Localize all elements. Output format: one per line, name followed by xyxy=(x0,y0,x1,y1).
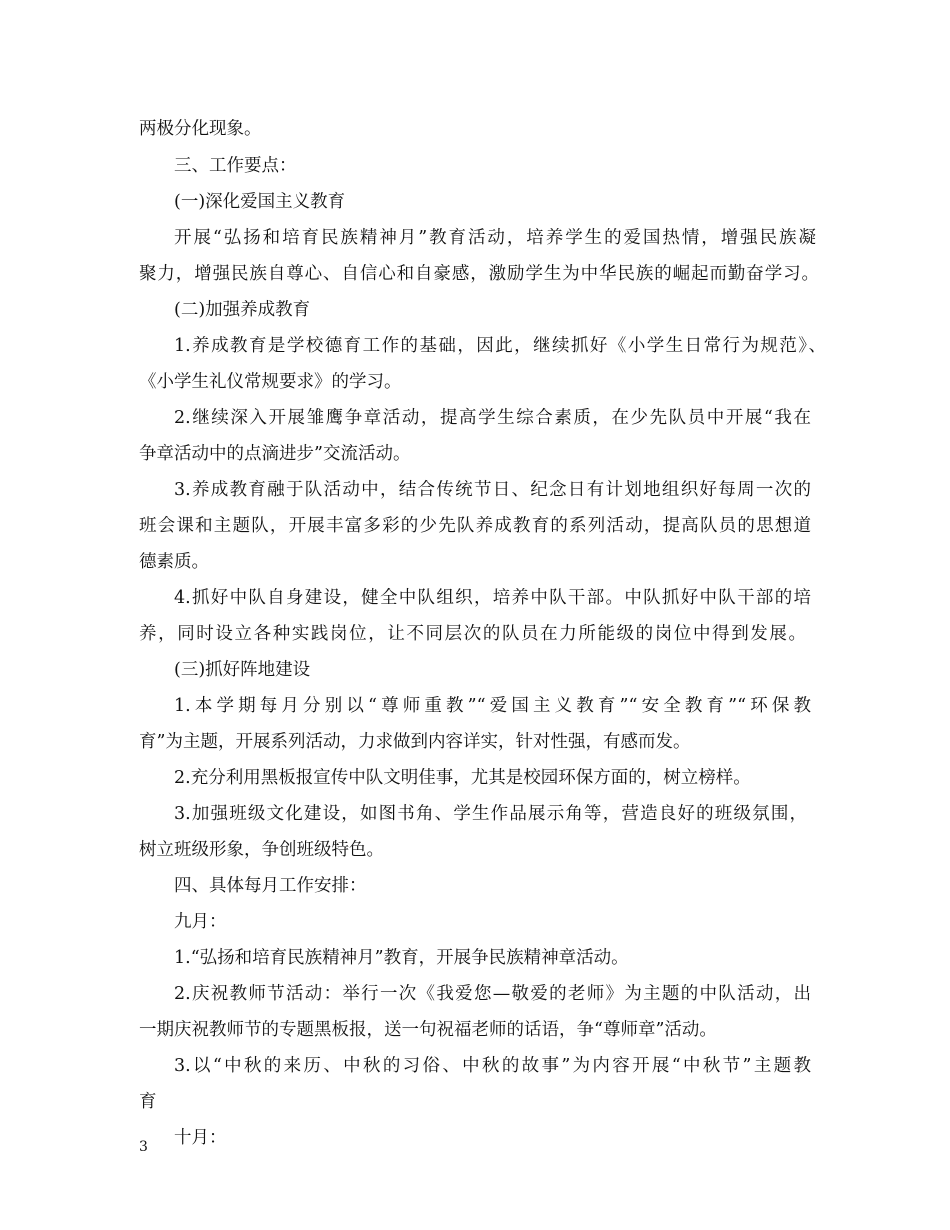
text-line: 开展“弘扬和培育民族精神月”教育活动，培养学生的爱国热情，增强民族凝 xyxy=(174,228,816,248)
text-line: 班会课和主题队，开展丰富多彩的少先队养成教育的系列活动，提高队员的思想道 xyxy=(139,516,811,536)
text-line: 3.养成教育融于队活动中，结合传统节日、纪念日有计划地组织好每周一次的 xyxy=(174,480,811,500)
text-line: 一期庆祝教师节的专题黑板报，送一句祝福老师的话语，争“尊师章”活动。 xyxy=(139,1020,717,1040)
text-line: 育 xyxy=(139,1092,157,1112)
text-line: 树立班级形象，争创班级特色。 xyxy=(139,840,384,860)
subsection-heading: (二)加强养成教育 xyxy=(174,300,311,320)
text-line: 育”为主题，开展系列活动，力求做到内容详实，针对性强，有感而发。 xyxy=(139,732,691,752)
text-line: 2.充分利用黑板报宣传中队文明佳事，尤其是校园环保方面的，树立榜样。 xyxy=(174,768,751,788)
text-line: 1.“弘扬和培育民族精神月”教育，开展争民族精神章活动。 xyxy=(174,948,629,968)
text-line: 2.继续深入开展雏鹰争章活动，提高学生综合素质，在少先队员中开展“我在 xyxy=(174,408,811,428)
subsection-heading: (一)深化爱国主义教育 xyxy=(174,192,346,212)
text-line: 《小学生礼仪常规要求》的学习。 xyxy=(139,372,402,392)
text-line: 聚力，增强民族自尊心、自信心和自豪感，激励学生为中华民族的崛起而勤奋学习。 xyxy=(139,264,819,284)
subsection-heading: (三)抓好阵地建设 xyxy=(174,660,311,680)
text-line: 2.庆祝教师节活动：举行一次《我爱您—敬爱的老师》为主题的中队活动，出 xyxy=(174,984,811,1004)
month-heading: 十月： xyxy=(174,1128,227,1148)
page-number: 3 xyxy=(139,1139,148,1155)
text-line: 德素质。 xyxy=(139,552,209,572)
text-line: 养，同时设立各种实践岗位，让不同层次的队员在力所能级的岗位中得到发展。 xyxy=(139,624,806,644)
section-heading: 四、具体每月工作安排： xyxy=(174,876,367,896)
text-line: 1.养成教育是学校德育工作的基础，因此，继续抓好《小学生日常行为规范》、 xyxy=(174,336,826,356)
text-line: 1.本学期每月分别以“尊师重教”“爱国主义教育”“安全教育”“环保教 xyxy=(174,696,811,716)
text-line: 两极分化现象。 xyxy=(139,119,262,139)
text-line: 3.加强班级文化建设，如图书角、学生作品展示角等，营造良好的班级氛围， xyxy=(174,804,807,824)
section-heading: 三、工作要点： xyxy=(174,156,297,176)
month-heading: 九月： xyxy=(174,912,227,932)
text-line: 4.抓好中队自身建设，健全中队组织，培养中队干部。中队抓好中队干部的培 xyxy=(174,588,811,608)
text-line: 3.以“中秋的来历、中秋的习俗、中秋的故事”为内容开展“中秋节”主题教 xyxy=(174,1056,811,1076)
text-line: 争章活动中的点滴进步”交流活动。 xyxy=(139,444,411,464)
